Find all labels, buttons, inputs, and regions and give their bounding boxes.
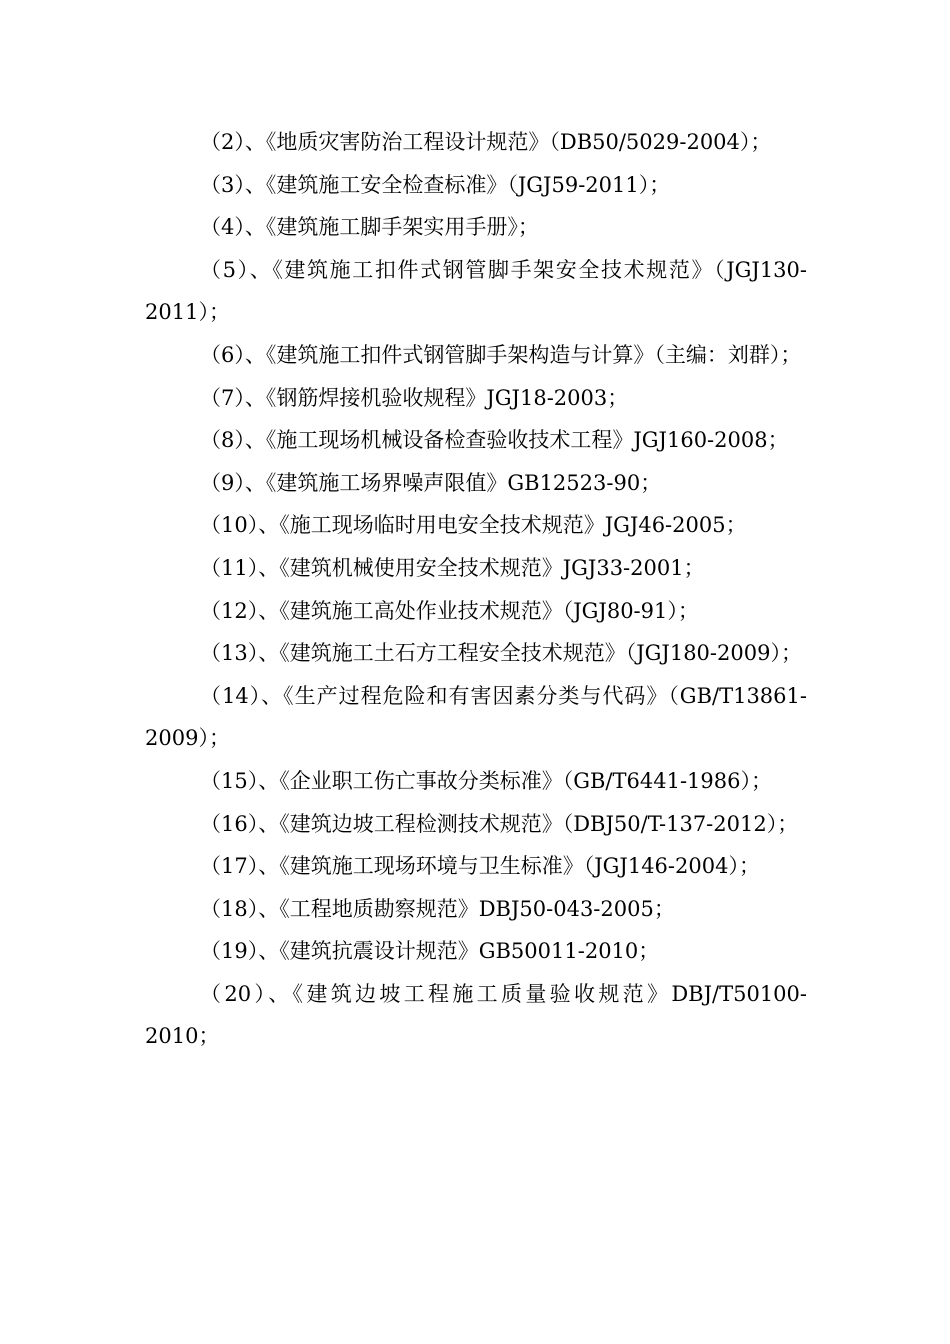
reference-item-8: （8）、《施工现场机械设备检查验收技术工程》JGJ160-2008； <box>200 428 789 453</box>
document-page <box>145 121 807 1058</box>
reference-item-13: （13）、《建筑施工土石方工程安全技术规范》（JGJ180-2009）； <box>200 641 802 666</box>
reference-item-2: （2）、《地质灾害防治工程设计规范》（DB50/5029-2004）； <box>200 130 772 154</box>
reference-item-14: （14）、《生产过程危险和有害因素分类与代码》（GB/T13861-2009）； <box>145 683 807 751</box>
reference-item-3: （3）、《建筑施工安全检查标准》（JGJ59-2011）； <box>200 172 671 197</box>
reference-item-17: （17）、《建筑施工现场环境与卫生标准》（JGJ146-2004）； <box>200 854 760 879</box>
reference-item-16: （16）、《建筑边坡工程检测技术规范》（DBJ50/T-137-2012）； <box>200 811 799 836</box>
reference-item-10: （10）、《施工现场临时用电安全技术规范》JGJ46-2005； <box>200 513 747 538</box>
reference-item-12: （12）、《建筑施工高处作业技术规范》（JGJ80-91）； <box>200 598 699 623</box>
reference-item-19: （19）、《建筑抗震设计规范》GB50011-2010； <box>200 939 660 964</box>
reference-item-7: （7）、《钢筋焊接机验收规程》JGJ18-2003； <box>200 385 629 410</box>
reference-item-20: （20）、《建筑边坡工程施工质量验收规范》DBJ/T50100-2010； <box>145 981 807 1049</box>
reference-item-9: （9）、《建筑施工场界噪声限值》GB12523-90； <box>200 470 662 495</box>
reference-item-5: （5）、《建筑施工扣件式钢管脚手架安全技术规范》（JGJ130-2011）； <box>145 257 807 325</box>
reference-item-11: （11）、《建筑机械使用安全技术规范》JGJ33-2001； <box>200 555 705 580</box>
reference-item-6: （6）、《建筑施工扣件式钢管脚手架构造与计算》（主编：刘群）； <box>200 342 802 367</box>
reference-item-15: （15）、《企业职工伤亡事故分类标准》（GB/T6441-1986）； <box>200 768 772 793</box>
reference-item-18: （18）、《工程地质勘察规范》DBJ50-043-2005； <box>200 896 675 921</box>
reference-item-4: （4）、《建筑施工脚手架实用手册》； <box>200 215 539 240</box>
